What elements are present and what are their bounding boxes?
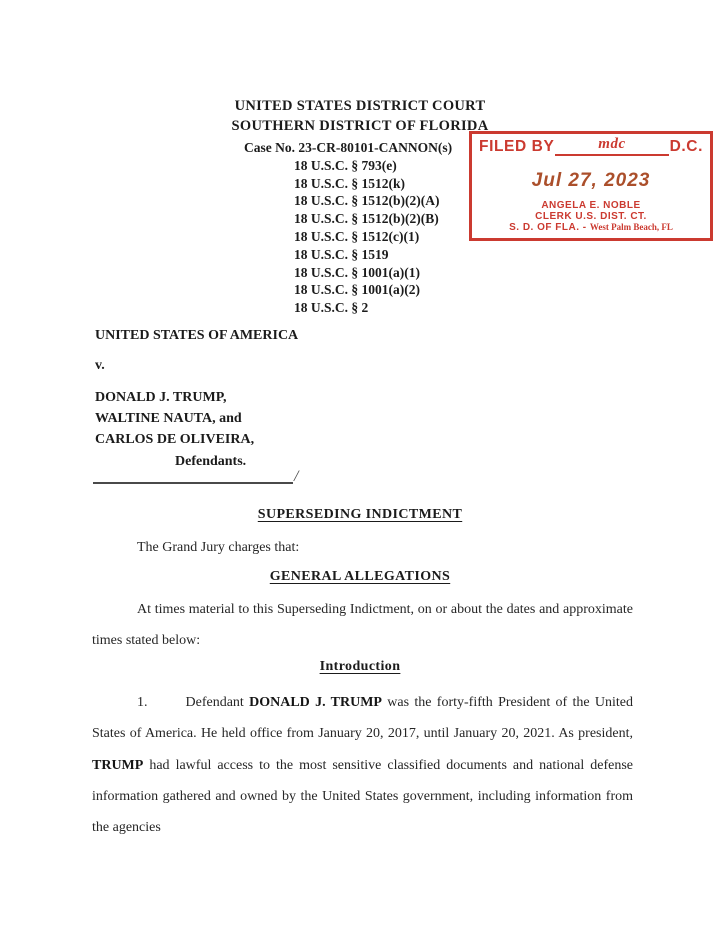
defendants-label: Defendants. — [175, 454, 247, 469]
case-caption — [244, 139, 452, 317]
defendant-name: CARLOS DE OLIVEIRA, — [95, 432, 255, 447]
stamp-clerk-block — [479, 201, 703, 234]
clerk-filing-stamp — [469, 131, 713, 241]
court-name: UNITED STATES DISTRICT COURT — [234, 98, 486, 114]
versus-label: v. — [95, 358, 105, 373]
introduction-heading: Introduction — [319, 659, 401, 674]
stamp-filed-by-label: FILED BY — [479, 138, 555, 155]
defendant-name: WALTINE NAUTA, and — [95, 411, 242, 426]
stamp-clerk-name: ANGELA E. NOBLE — [541, 200, 641, 211]
stamp-district-line — [479, 222, 703, 234]
trump-bold: TRUMP — [92, 757, 144, 773]
defendant-trump-bold: DONALD J. TRUMP — [249, 695, 382, 710]
statute-citation: 18 U.S.C. § 1001(a)(2) — [294, 282, 420, 298]
general-allegations-heading: GENERAL ALLEGATIONS — [269, 569, 451, 584]
paragraph-number: 1. — [137, 695, 148, 710]
paragraph-text: was the forty-fifth President of the United States of America. He held office from January 20, 2017, until January 20, 2021. As president, — [92, 695, 634, 742]
statute-citation: 18 U.S.C. § 1519 — [294, 246, 389, 262]
plaintiff-name: UNITED STATES OF AMERICA — [95, 328, 299, 343]
stamp-district: S. D. OF FLA. - — [509, 222, 587, 233]
statute-citation: 18 U.S.C. § 1512(k) — [294, 175, 406, 191]
statute-citation: 18 U.S.C. § 1512(c)(1) — [294, 228, 420, 244]
horizontal-rule — [93, 467, 293, 484]
statute-citation: 18 U.S.C. § 2 — [294, 300, 369, 316]
parties-block — [95, 328, 298, 470]
statute-citation: 18 U.S.C. § 1512(b)(2)(A) — [294, 193, 440, 209]
paragraph-text: Defendant — [185, 695, 250, 710]
statute-citation: 18 U.S.C. § 793(e) — [294, 157, 397, 173]
stamp-dc-label: D.C. — [669, 138, 703, 155]
defendant-name: DONALD J. TRUMP, — [95, 390, 227, 405]
caption-closing-rule — [93, 467, 298, 484]
statute-list — [294, 157, 452, 317]
paragraph-1 — [92, 687, 633, 843]
defendant-names — [95, 387, 298, 450]
superseding-indictment-heading: SUPERSEDING INDICTMENT — [257, 507, 463, 522]
grand-jury-charges-line: The Grand Jury charges that: — [137, 540, 300, 555]
stamp-location: West Palm Beach, FL — [589, 222, 673, 232]
court-district: SOUTHERN DISTRICT OF FLORIDA — [231, 117, 489, 134]
paragraph-text: had lawful access to the most sensitive classified documents and national defense information gathered and owned by the United States government, including information from the agencies — [92, 757, 633, 836]
at-times-paragraph: At times material to this Superseding Indictment, on or about the dates and approximate times stated below: — [92, 602, 633, 649]
stamp-clerk-initials: mdc — [555, 137, 668, 156]
statute-citation: 18 U.S.C. § 1512(b)(2)(B) — [294, 211, 439, 227]
stamp-clerk-title: CLERK U.S. DIST. CT. — [535, 210, 647, 222]
case-number: Case No. 23-CR-80101-CANNON(s) — [244, 140, 453, 155]
stamp-filed-by-line — [479, 137, 703, 156]
stamp-filing-date: Jul 27, 2023 — [531, 170, 651, 191]
statute-citation: 18 U.S.C. § 1001(a)(1) — [294, 264, 420, 280]
closing-slash: / — [294, 468, 299, 485]
